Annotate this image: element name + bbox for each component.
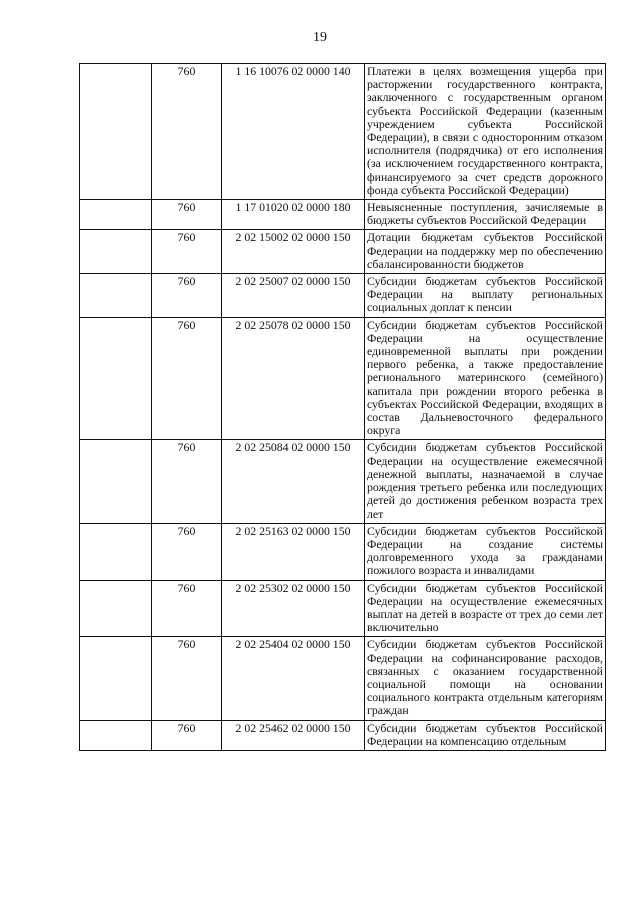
- page-number: 19: [313, 30, 327, 45]
- admin-code-cell: 760: [152, 523, 222, 580]
- empty-cell: [80, 274, 152, 318]
- admin-code-cell: 760: [152, 230, 222, 274]
- empty-cell: [80, 64, 152, 200]
- budget-code-cell: 1 17 01020 02 0000 180: [222, 200, 365, 230]
- table-row: [80, 64, 606, 200]
- budget-code-cell: 2 02 15002 02 0000 150: [222, 230, 365, 274]
- budget-code-cell: 2 02 25302 02 0000 150: [222, 580, 365, 637]
- revenue-name-cell: Субсидии бюджетам субъектов Российской Федерации на софинансирование расходов, связанных с оказанием государственной социальной помощи на основании социального контракта отдельным категориям граждан: [365, 637, 606, 720]
- empty-cell: [80, 230, 152, 274]
- table-row: [80, 637, 606, 720]
- admin-code-cell: 760: [152, 64, 222, 200]
- revenue-name-cell: Дотации бюджетам субъектов Российской Федерации на поддержку мер по обеспечению сбалансированности бюджетов: [365, 230, 606, 274]
- empty-cell: [80, 523, 152, 580]
- revenue-name-cell: Невыясненные поступления, зачисляемые в бюджеты субъектов Российской Федерации: [365, 200, 606, 230]
- admin-code-cell: 760: [152, 200, 222, 230]
- table-row: [80, 440, 606, 523]
- empty-cell: [80, 440, 152, 523]
- table-row: [80, 200, 606, 230]
- empty-cell: [80, 637, 152, 720]
- budget-code-cell: 2 02 25163 02 0000 150: [222, 523, 365, 580]
- admin-code-cell: 760: [152, 580, 222, 637]
- revenue-name-cell: Субсидии бюджетам субъектов Российской Федерации на осуществление ежемесячных выплат на детей в возрасте от трех до семи лет включительно: [365, 580, 606, 637]
- table-row: [80, 274, 606, 318]
- admin-code-cell: 760: [152, 317, 222, 440]
- empty-cell: [80, 200, 152, 230]
- empty-cell: [80, 317, 152, 440]
- table-row: [80, 720, 606, 750]
- table-row: [80, 523, 606, 580]
- revenue-name-cell: Субсидии бюджетам субъектов Российской Федерации на осуществление единовременной выплаты при рождении первого ребенка, а также предоставление регионального материнского (семейного) капитала при рождении второго ребенка в субъектах Российской Федерации, входящих в состав Дальневосточного федерального округа: [365, 317, 606, 440]
- empty-cell: [80, 580, 152, 637]
- table-row: [80, 230, 606, 274]
- budget-code-cell: 2 02 25007 02 0000 150: [222, 274, 365, 318]
- table-row: [80, 580, 606, 637]
- budget-codes-table: [79, 63, 606, 751]
- budget-code-cell: 2 02 25462 02 0000 150: [222, 720, 365, 750]
- admin-code-cell: 760: [152, 720, 222, 750]
- budget-code-cell: 2 02 25078 02 0000 150: [222, 317, 365, 440]
- budget-code-cell: 2 02 25404 02 0000 150: [222, 637, 365, 720]
- revenue-name-cell: Субсидии бюджетам субъектов Российской Федерации на выплату региональных социальных доплат к пенсии: [365, 274, 606, 318]
- budget-code-cell: 2 02 25084 02 0000 150: [222, 440, 365, 523]
- budget-code-cell: 1 16 10076 02 0000 140: [222, 64, 365, 200]
- admin-code-cell: 760: [152, 637, 222, 720]
- table-body: [80, 64, 606, 751]
- revenue-name-cell: Платежи в целях возмещения ущерба при расторжении государственного контракта, заключенного с государственным органом субъекта Российской Федерации (казенным учреждением субъекта Российской Федерации), в связи с односторонним отказом исполнителя (подрядчика) от его исполнения (за исключением государственного контракта, финансируемого за счет средств дорожного фонда субъекта Российской Федерации): [365, 64, 606, 200]
- table-row: [80, 317, 606, 440]
- revenue-name-cell: Субсидии бюджетам субъектов Российской Федерации на осуществление ежемесячной денежной выплаты, назначаемой в случае рождения третьего ребенка или последующих детей до достижения ребенком возраста трех лет: [365, 440, 606, 523]
- admin-code-cell: 760: [152, 274, 222, 318]
- revenue-name-cell: Субсидии бюджетам субъектов Российской Федерации на создание системы долговременного ухода за гражданами пожилого возраста и инвалидами: [365, 523, 606, 580]
- revenue-name-cell: Субсидии бюджетам субъектов Российской Федерации на компенсацию отдельным: [365, 720, 606, 750]
- empty-cell: [80, 720, 152, 750]
- admin-code-cell: 760: [152, 440, 222, 523]
